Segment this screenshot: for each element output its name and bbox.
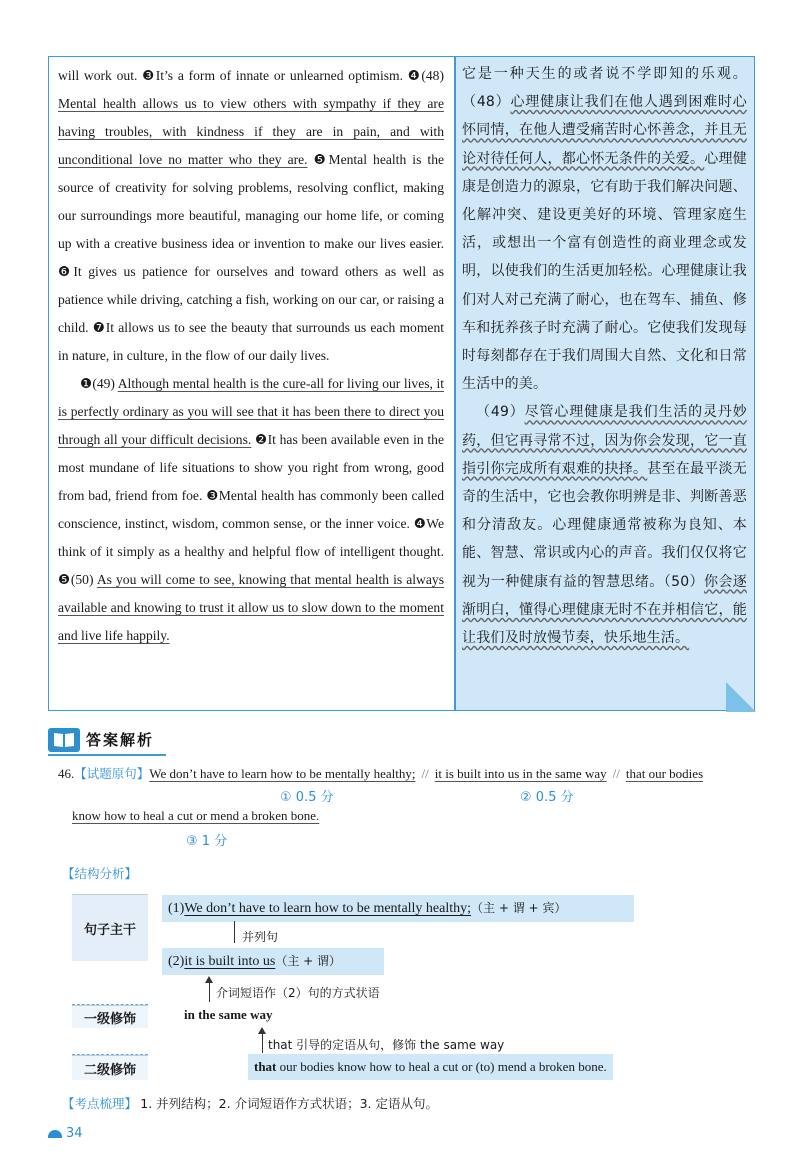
second-modifier-text: our bodies know how to heal a cut or (to) mend a broken bone. [276,1059,607,1074]
separator: // [612,766,620,781]
chinese-paragraph-1: 它是一种天生的或者说不学即知的乐观。（48）心理健康让我们在他人遇到困难时心怀同情，在他人遭受痛苦时心怀善念，并且无论对待任何人，都心怀无条件的关爱。心理健康是创造力的源泉，它有助于我们解决问题、化解冲突、建设更美好的环境、管理家庭生活，或想出一个富有创造性的商业理念或发明，以使我们的生活更加轻松。心理健康让我们对人对己充满了耐心，也在驾车、捕鱼、修车和抚养孩子时充满了耐心。它使我们发现每时每刻都存在于我们周围大自然、文化和日常生活中的美。 [462,66,747,393]
question-50-marker: (50) [70,572,97,587]
clause-1-number: (1) [168,901,185,916]
test-points-tag: 【考点梳理】 [62,1096,138,1111]
question-50-translation: 你会逐渐明白，懂得心理健康无时不在并相信它，能让我们及时放慢节奏，快乐地生活。 [462,573,747,647]
clause-2-number: (2) [168,954,185,969]
structure-analysis-tag: 【结构分析】 [62,866,138,881]
sentence-number: ❹ [407,68,422,83]
chinese-paragraph-2: （49）尽管心理健康是我们生活的灵丹妙药，但它再寻常不过，因为你会发现，它一直指引你完成所有艰难的抉择。甚至在最平淡无奇的生活中，它也会教你明辨是非、判断善恶和分清敌友。心理健康通常被称为良知、本能、智慧、常识或内心的声音。我们仅仅将它视为一种健康有益的智慧思绪。（50）你会逐渐明白，懂得心理健康无时不在并相信它，能让我们及时放慢节奏，快乐地生活。 [462,404,747,647]
first-modifier-text: in the same way [184,1007,273,1022]
sentence-number: ❺ [58,572,71,587]
second-modifier-clause [248,1054,613,1080]
row-label-second-modifier: 二级修饰 [72,1055,148,1080]
row-label-main-clause: 句子主干 [72,894,148,961]
sentence-part-1: We don’t have to learn how to be mentally healthy; [149,766,416,781]
english-paragraph-1: will work out. ❸It’s a form of innate or unlearned optimism. ❹(48) Mental health allows us to view others with sympathy if they are having troubles, with kindness if they are in pain, and with unconditional love no matter who they are. ❺Mental health is the source of creativity for solving problems, resolving conflict, making our surroundings more beautiful, managing our home life, or coming up with a creative business idea or invention to make our lives easier. ❻It gives us patience for ourselves and toward others as well as patience while driving, catching a fish, working on our car, or raising a child. ❼It allows us to see the beauty that surrounds us each moment in nature, in culture, in the flow of our daily lives. [58,68,445,363]
question-46-line [58,764,758,784]
clause-2-pattern: （主 + 谓） [275,954,342,968]
question-48-marker: (48) [421,68,444,83]
clause-1-pattern: （主 + 谓 + 宾） [471,901,567,915]
page-marker-icon [48,1130,62,1138]
relative-pronoun: that [254,1059,277,1074]
question-49-translation: 尽管心理健康是我们生活的灵丹妙药，但它再寻常不过，因为你会发现，它一直指引你完成所有艰难的抉择。 [462,404,747,477]
clause-2 [162,948,384,975]
book-icon [48,728,80,752]
question-50-marker-cn: （50） [663,573,704,590]
score-1: ① 0.5 分 [280,790,334,805]
clause-1 [162,895,634,922]
score-3: ③ 1 分 [186,834,228,849]
question-48-marker-cn: （48） [462,94,511,111]
sentence-part-3: that our bodies [625,766,704,781]
connector-line [234,921,235,943]
second-modifier-note: that 引导的定语从句，修饰 the same way [268,1038,505,1052]
sentence-number: ❷ [255,432,268,447]
sentence-number: ❸ [206,488,219,503]
sentence-number: ❼ [92,320,106,335]
english-paragraph-2: ❶(49) Although mental health is the cure-all for living our lives, it is perfectly ordinary as you will see that it has been there to direct you through all your difficult decisions. ❷It has been available even in the most mundane of life situations to show you right from wrong, good from bad, friend from foe. ❸Mental health has commonly been called conscience, instinct, wisdom, common sense, or the inner voice. ❹We think of it simply as a healthy and helpful flow of intelligent thought. ❺(50) As you will come to see, knowing that mental health is always available and knowing to trust it allow us to slow down to the moment and live life happily. [58,376,445,643]
question-49-marker: (49) [92,376,118,391]
coordinate-clause-note: 并列句 [242,930,279,944]
question-50-sentence: As you will come to see, knowing that mental health is always available and knowing to trust it allow us to slow down to the moment and live life happily. [58,572,444,643]
question-49-marker-cn: （49） [476,404,525,421]
sentence-number: ❺ [313,152,329,167]
question-49-sentence: Although mental health is the cure-all for living our lives, it is perfectly ordinary as you will see that it has been there to direct you through all your difficult decisions. [58,376,445,447]
original-sentence-tag: 【试题原句】 [74,766,150,781]
english-passage [58,62,444,650]
section-title: 答案解析 [86,731,155,749]
score-2: ② 0.5 分 [520,790,574,805]
page-fold-corner [726,682,756,712]
sentence-number: ❶ [80,376,93,391]
connector-line [262,1033,263,1053]
row-label-first-modifier: 一级修饰 [72,1005,148,1028]
answer-analysis-header [48,728,166,756]
separator: // [421,766,429,781]
question-number: 46. [58,766,75,781]
sentence-number: ❹ [413,516,427,531]
question-48-sentence: Mental health allows us to view others with sympathy if they are having troubles, with kindness if they are in pain, and with unconditional love no matter who they are. [58,96,444,167]
first-modifier-note: 介词短语作（2）句的方式状语 [216,986,380,1000]
clause-1-text: We don’t have to learn how to be mentally healthy; [184,901,472,916]
sentence-part-2: it is built into us in the same way [434,766,607,781]
page-number: 34 [66,1126,83,1141]
sentence-number: ❻ [58,264,74,279]
test-points [62,1094,438,1112]
chinese-translation [462,60,747,652]
question-48-translation: 心理健康让我们在他人遇到困难时心怀同情，在他人遭受痛苦时心怀善念，并且无论对待任何人，都心怀无条件的关爱。 [462,94,747,167]
sentence-part-3-continued: know how to heal a cut or mend a broken bone. [72,808,320,823]
page-footer [48,1126,83,1141]
clause-2-text: it is built into us [184,954,276,969]
test-points-text: 1. 并列结构；2. 介词短语作方式状语；3. 定语从句。 [140,1096,438,1111]
connector-line [209,982,210,1002]
sentence-number: ❸ [142,68,156,83]
